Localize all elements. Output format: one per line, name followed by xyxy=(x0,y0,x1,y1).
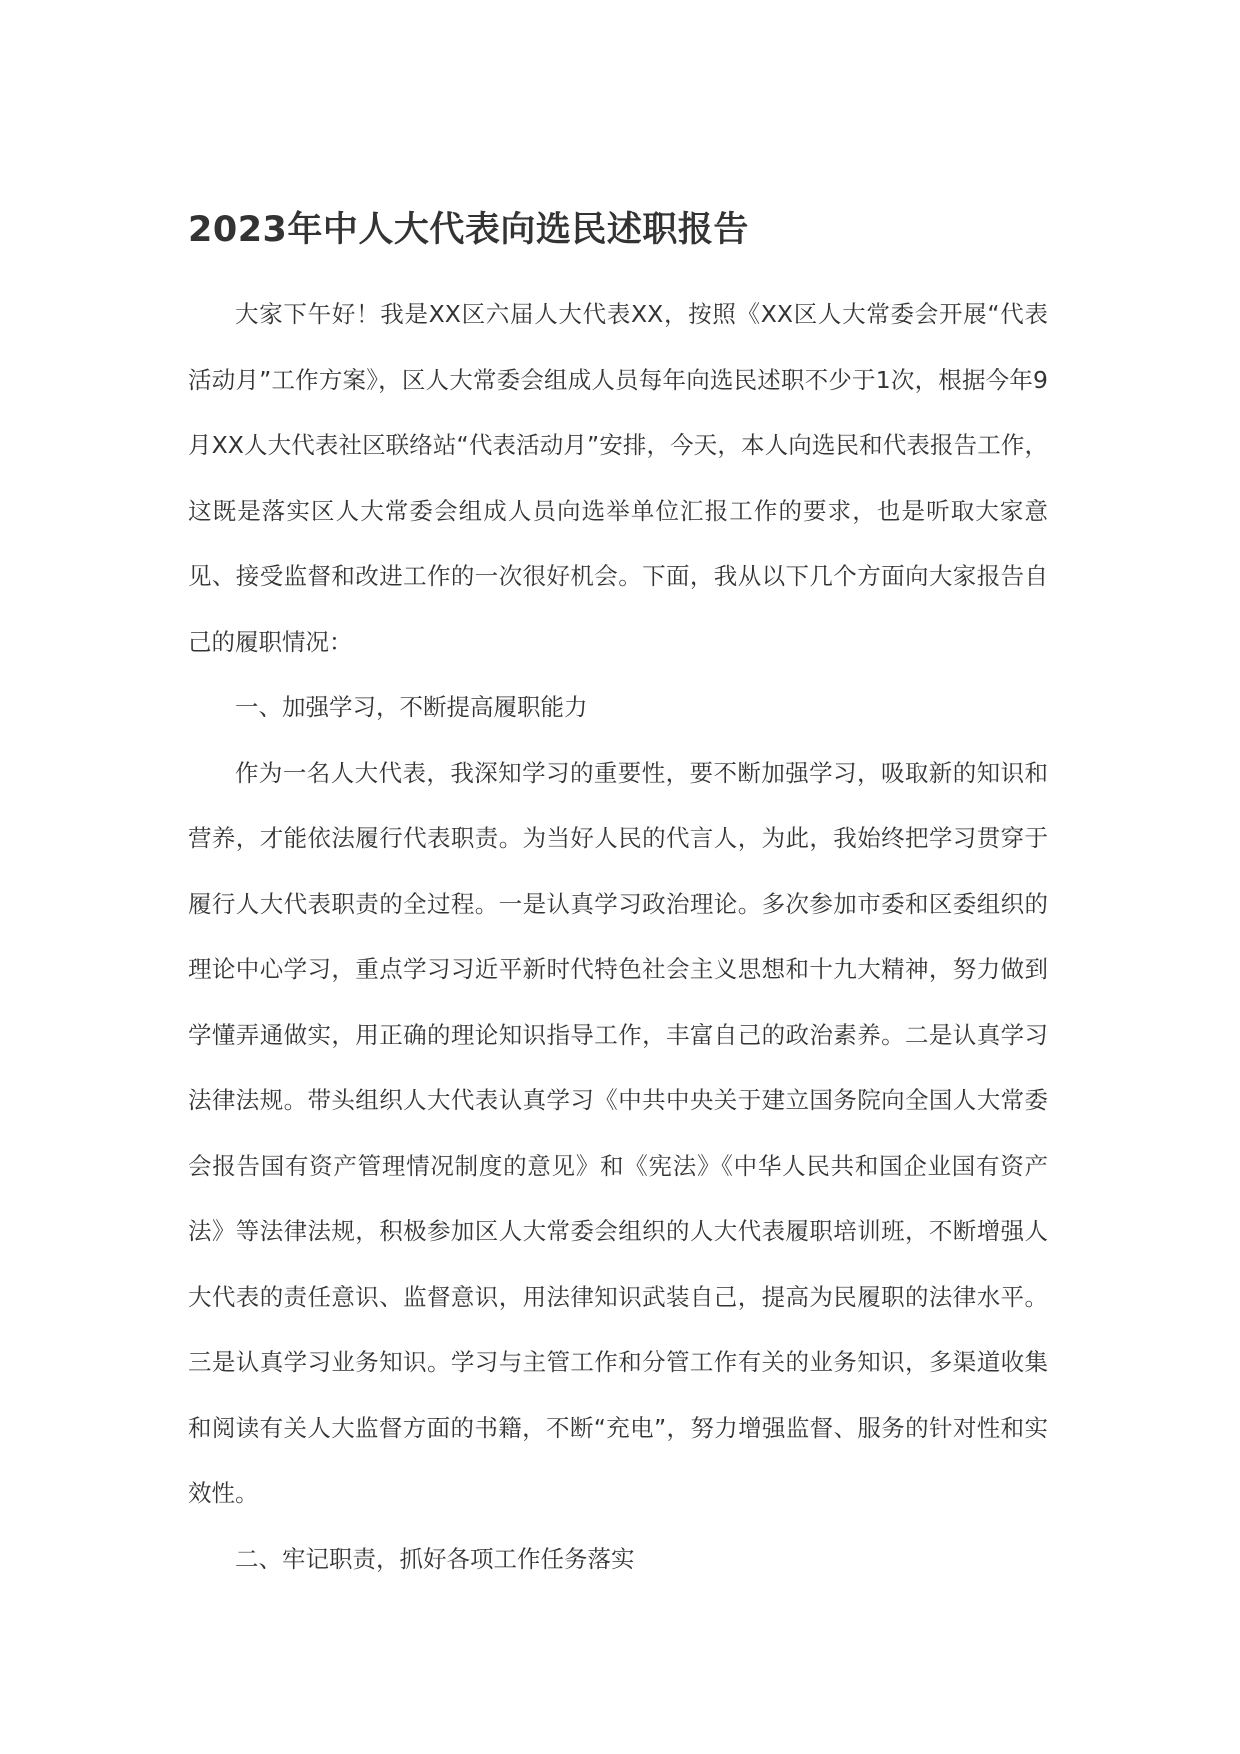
document-body xyxy=(188,200,1048,1592)
intro-paragraph: 大家下午好！我是XX区六届人大代表XX，按照《XX区人大常委会开展“代表活动月”工作方案》，区人大常委会组成人员每年向选民述职不少于1次，根据今年9月XX人大代表社区联络站“代表活动月”安排，今天，本人向选民和代表报告工作，这既是落实区人大常委会组成人员向选举单位汇报工作的要求，也是听取大家意见、接受监督和改进工作的一次很好机会。下面，我从以下几个方面向大家报告自己的履职情况： xyxy=(188,300,1048,656)
section-heading-1: 一、加强学习，不断提高履职能力 xyxy=(235,693,588,721)
section-1-paragraph: 作为一名人大代表，我深知学习的重要性，要不断加强学习，吸取新的知识和营养，才能依法履行代表职责。为当好人民的代言人，为此，我始终把学习贯穿于履行人大代表职责的全过程。一是认真学习政治理论。多次参加市委和区委组织的理论中心学习，重点学习习近平新时代特色社会主义思想和十九大精神，努力做到学懂弄通做实，用正确的理论知识指导工作，丰富自己的政治素养。二是认真学习法律法规。带头组织人大代表认真学习《中共中央关于建立国务院向全国人大常委会报告国有资产管理情况制度的意见》和《宪法》《中华人民共和国企业国有资产法》等法律法规，积极参加区人大常委会组织的人大代表履职培训班，不断增强人大代表的责任意识、监督意识，用法律知识武装自己，提高为民履职的法律水平。三是认真学习业务知识。学习与主管工作和分管工作有关的业务知识，多渠道收集和阅读有关人大监督方面的书籍，不断“充电”，努力增强监督、服务的针对性和实效性。 xyxy=(188,758,1048,1507)
section-heading-2: 二、牢记职责，抓好各项工作任务落实 xyxy=(235,1544,635,1573)
document-title: 2023年中人大代表向选民述职报告 xyxy=(188,210,749,250)
